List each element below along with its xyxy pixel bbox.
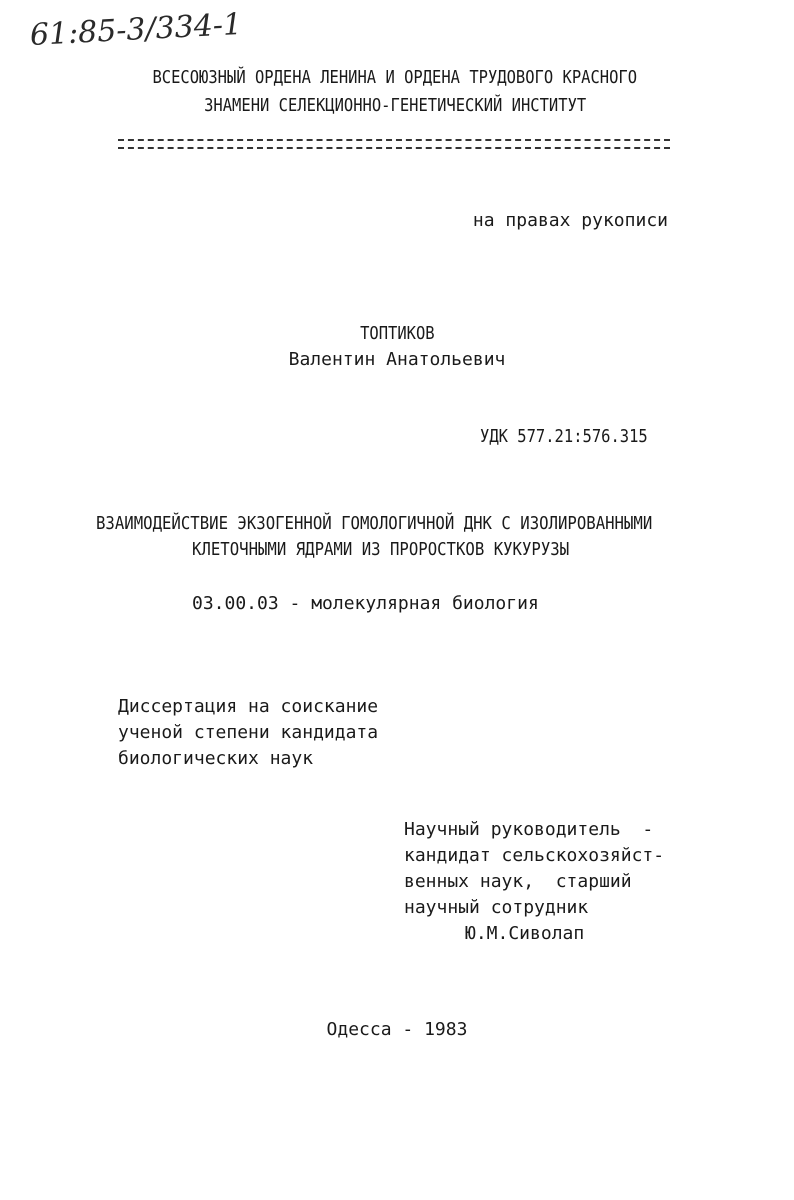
divider-dashed-bottom: [118, 147, 670, 149]
divider-dashed-top: [118, 139, 670, 141]
dissertation-title-line-2: КЛЕТОЧНЫМИ ЯДРАМИ ИЗ ПРОРОСТКОВ КУКУРУЗЫ: [192, 539, 570, 560]
author-given-names: Валентин Анатольевич: [288, 349, 506, 370]
dissertation-title-line-1: ВЗАИМОДЕЙСТВИЕ ЭКЗОГЕННОЙ ГОМОЛОГИЧНОЙ ДНК С ИЗОЛИРОВАННЫМИ: [96, 513, 653, 534]
supervisor-line-2: кандидат сельскохозяйст-: [404, 845, 665, 866]
supervisor-name: Ю.М.Сиволап: [465, 923, 585, 944]
degree-line-1: Диссертация на соискание: [118, 696, 379, 717]
degree-line-3: биологических наук: [118, 748, 314, 769]
place-and-year: Одесса - 1983: [326, 1019, 468, 1040]
supervisor-line-3: венных наук, старший: [404, 871, 632, 892]
institute-name-line-2: ЗНАМЕНИ СЕЛЕКЦИОННО-ГЕНЕТИЧЕСКИЙ ИНСТИТУТ: [203, 95, 587, 116]
supervisor-line-1: Научный руководитель -: [404, 819, 654, 840]
supervisor-line-4: научный сотрудник: [404, 897, 589, 918]
institute-name-line-1: ВСЕСОЮЗНЫЙ ОРДЕНА ЛЕНИНА И ОРДЕНА ТРУДОВОГО КРАСНОГО: [152, 67, 638, 88]
handwritten-archive-code: 61:85-3/334-1: [29, 6, 243, 53]
udk-code: УДК 577.21:576.315: [480, 426, 648, 447]
manuscript-note: на правах рукописи: [472, 210, 668, 231]
author-surname: ТОПТИКОВ: [359, 323, 435, 344]
degree-line-2: ученой степени кандидата: [118, 722, 379, 743]
specialty-code: 03.00.03 - молекулярная биология: [192, 593, 539, 614]
